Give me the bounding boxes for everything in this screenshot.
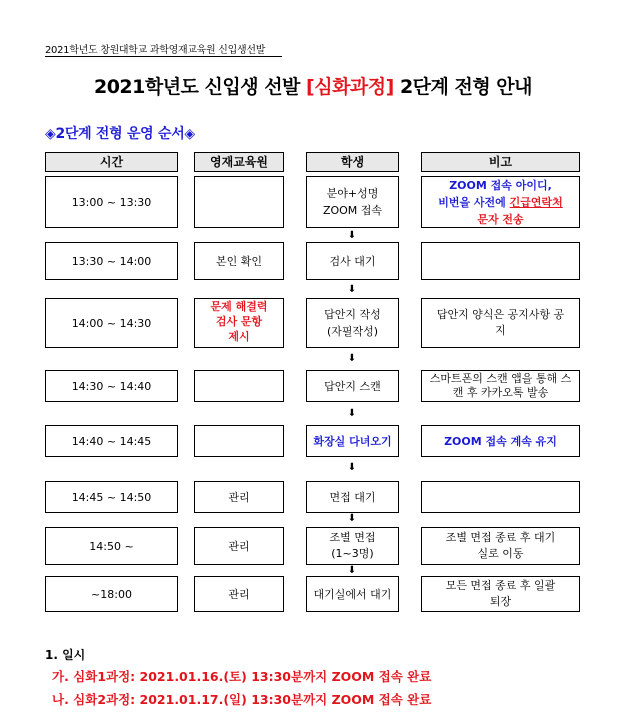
title-highlight: [심화과정] bbox=[306, 76, 394, 98]
flow-arrow-6: ⬇ bbox=[347, 513, 357, 524]
title-suffix: 2단계 전형 안내 bbox=[393, 76, 533, 98]
row-5-time: 14:40 ~ 14:45 bbox=[45, 425, 178, 457]
row-7-student bbox=[306, 527, 399, 565]
row-1-note-line-2-prefix: 비번을 사전에 bbox=[438, 195, 510, 209]
row-5-note: ZOOM 접속 계속 유지 bbox=[421, 425, 580, 457]
row-3-edu-line-3: 제시 bbox=[228, 330, 250, 343]
row-1-note bbox=[421, 176, 580, 228]
row-8-edu: 관리 bbox=[194, 576, 284, 612]
row-1-note-line-2 bbox=[438, 194, 563, 211]
row-3-note: 답안지 양식은 공지사항 공지 bbox=[421, 298, 580, 348]
title-prefix: 2021학년도 신입생 선발 bbox=[93, 76, 307, 98]
flow-arrow-2: ⬇ bbox=[347, 284, 357, 295]
row-4-time: 14:30 ~ 14:40 bbox=[45, 370, 178, 402]
flow-arrow-5: ⬇ bbox=[347, 462, 357, 473]
row-7-student-line-2: (1~3명) bbox=[331, 547, 374, 560]
doc-header: 2021학년도 창원대학교 과학영재교육원 신입생선발 bbox=[45, 45, 266, 56]
row-1-note-line-3: 문자 전송 bbox=[477, 212, 524, 226]
row-3-student bbox=[306, 298, 399, 348]
row-5-student: 화장실 다녀오기 bbox=[306, 425, 399, 457]
row-8-time: ~18:00 bbox=[45, 576, 178, 612]
flow-arrow-1: ⬇ bbox=[347, 230, 357, 241]
header-underline bbox=[45, 56, 282, 57]
row-3-edu bbox=[194, 298, 284, 348]
flow-arrow-7: ⬇ bbox=[347, 565, 357, 576]
row-1-student bbox=[306, 176, 399, 228]
row-6-time: 14:45 ~ 14:50 bbox=[45, 481, 178, 513]
row-3-edu-line-1: 문제 해결력 bbox=[210, 300, 268, 313]
row-7-time: 14:50 ~ bbox=[45, 527, 178, 565]
row-4-note: 스마트폰의 스캔 앱을 통해 스캔 후 카카오톡 발송 bbox=[421, 370, 580, 402]
row-6-note bbox=[421, 481, 580, 513]
row-1-time: 13:00 ~ 13:30 bbox=[45, 176, 178, 228]
row-5-edu bbox=[194, 425, 284, 457]
schedule-item-2: 나. 심화2과정: 2021.01.17.(일) 13:30분까지 ZOOM 접속 완료 bbox=[52, 692, 432, 707]
row-4-student: 답안지 스캔 bbox=[306, 370, 399, 402]
column-header-time: 시간 bbox=[45, 152, 178, 172]
row-1-student-line-1: 분야+성명 bbox=[326, 187, 379, 200]
row-7-edu: 관리 bbox=[194, 527, 284, 565]
row-1-note-highlight: 긴급연락처 bbox=[509, 195, 563, 209]
page-title bbox=[0, 72, 626, 99]
row-2-note bbox=[421, 242, 580, 280]
row-3-time: 14:00 ~ 14:30 bbox=[45, 298, 178, 348]
column-header-note: 비고 bbox=[421, 152, 580, 172]
flow-arrow-4: ⬇ bbox=[347, 408, 357, 419]
schedule-item-1: 가. 심화1과정: 2021.01.16.(토) 13:30분까지 ZOOM 접속 완료 bbox=[52, 669, 432, 684]
column-header-student: 학생 bbox=[306, 152, 399, 172]
row-2-student: 검사 대기 bbox=[306, 242, 399, 280]
row-6-student: 면접 대기 bbox=[306, 481, 399, 513]
row-3-student-line-2: (자필작성) bbox=[326, 325, 379, 338]
row-8-note: 모든 면접 종료 후 일괄 퇴장 bbox=[421, 576, 580, 612]
column-header-edu: 영재교육원 bbox=[194, 152, 284, 172]
row-1-student-line-2: ZOOM 접속 bbox=[322, 204, 383, 217]
row-1-note-line-1: ZOOM 접속 아이디, bbox=[449, 178, 552, 192]
row-7-note: 조별 면접 종료 후 대기실로 이동 bbox=[421, 527, 580, 565]
flow-arrow-3: ⬇ bbox=[347, 353, 357, 364]
row-6-edu: 관리 bbox=[194, 481, 284, 513]
row-8-student: 대기실에서 대기 bbox=[306, 576, 399, 612]
row-3-edu-line-2: 검사 문항 bbox=[215, 315, 263, 328]
row-4-edu bbox=[194, 370, 284, 402]
row-1-edu bbox=[194, 176, 284, 228]
row-2-edu: 본인 확인 bbox=[194, 242, 284, 280]
row-7-student-line-1: 조별 면접 bbox=[329, 531, 376, 544]
row-3-student-line-1: 답안지 작성 bbox=[324, 308, 381, 321]
row-2-time: 13:30 ~ 14:00 bbox=[45, 242, 178, 280]
schedule-heading: 1. 일시 bbox=[45, 648, 86, 662]
section-title: ◈2단계 전형 운영 순서◈ bbox=[45, 126, 195, 142]
